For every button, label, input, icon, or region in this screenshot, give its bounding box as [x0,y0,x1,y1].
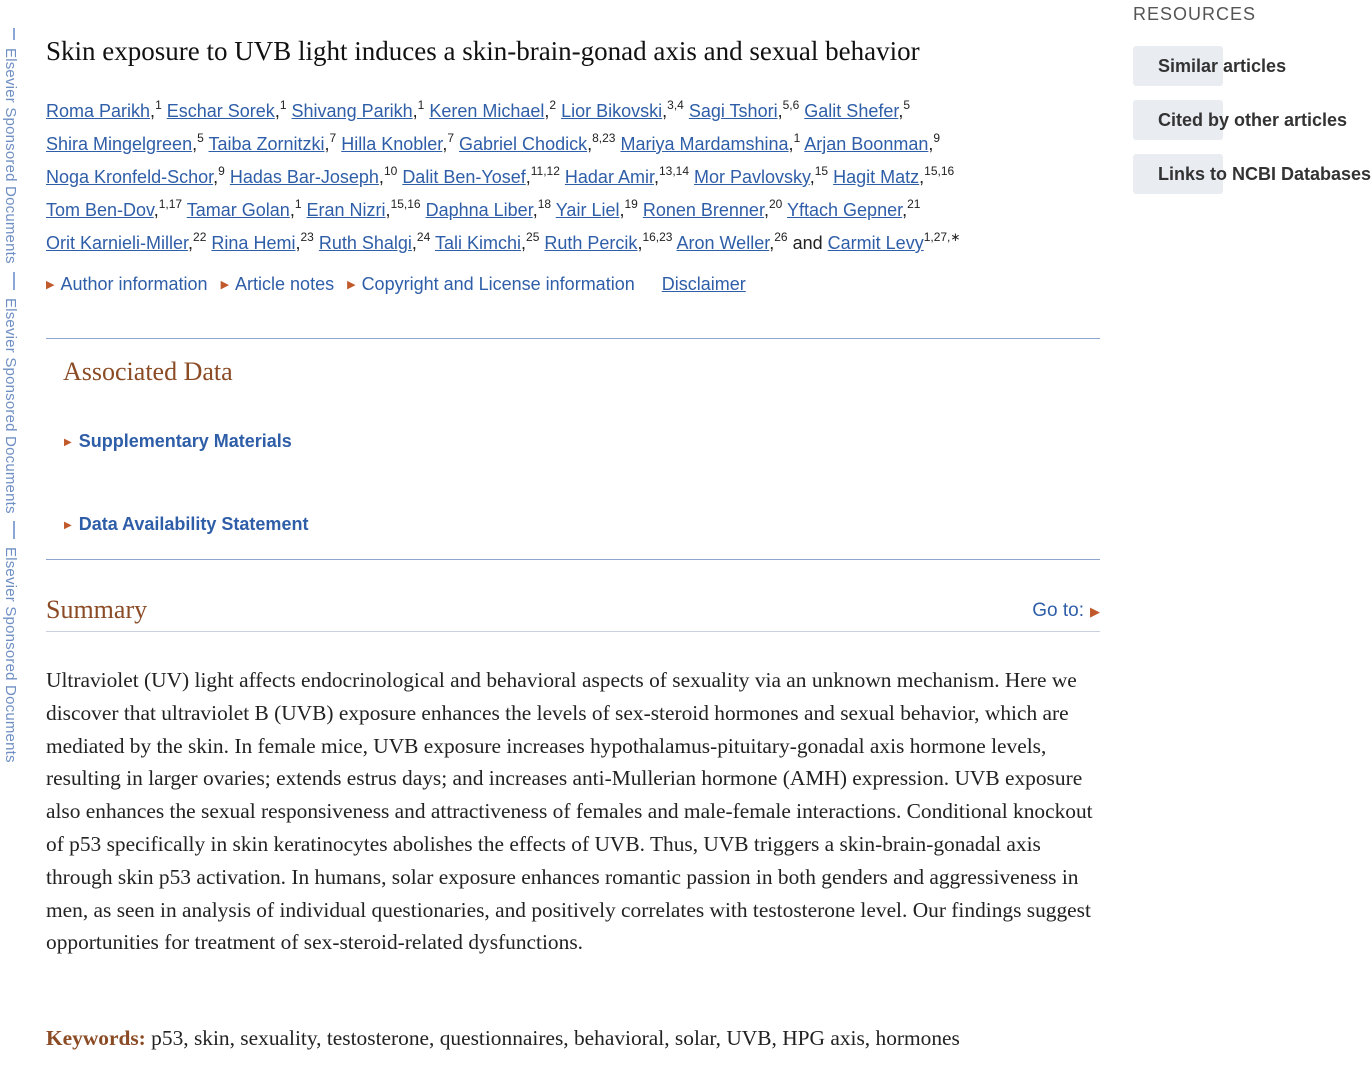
affiliation-marker: 22 [193,230,207,244]
sponsored-label-text: Elsevier Sponsored Documents [2,547,19,764]
author-list [46,90,1106,255]
author-link[interactable]: Lior Bikovski [561,101,663,121]
keywords [46,1026,1106,1051]
affiliation-marker: 13,14 [658,164,689,178]
author-link[interactable]: Ruth Shalgi [318,233,412,253]
article-notes-link[interactable]: ▶ Article notes [220,274,335,294]
author-line: Orit Karnieli-Miller,$^{22}$ Rina Hemi,$^{23}$ Ruth Shalgi,$^{24}$ Tali Kimchi,$^{25}$ Ruth Percik,$^{16,23}$ Aron Weller,$^{26}$ and Carmit Levy$^{1,27,∗}$ [46,230,961,253]
author-link[interactable]: Hilla Knobler [341,134,443,154]
resources-heading: RESOURCES [1133,4,1257,24]
keywords-text: p53, skin, sexuality, testosterone, questionnaires, behavioral, solar, UVB, HPG axis, hormones [151,1026,960,1050]
author-link[interactable]: Hadar Amir [564,167,654,187]
divider [46,631,1100,632]
author-link[interactable]: Tom Ben-Dov [46,200,154,220]
associated-data-heading: Associated Data [63,357,233,386]
affiliation-marker: 5 [903,98,911,112]
similar-articles-button[interactable]: Similar articles [1133,46,1223,86]
author-link[interactable]: Noga Kronfeld-Schor [46,167,214,187]
author-link[interactable]: Galit Shefer [804,101,899,121]
affiliation-marker: 20 [768,197,783,211]
affiliation-marker: 5,6 [782,98,800,112]
affiliation-marker: 21 [907,197,921,211]
affiliation-marker: 1,27,∗ [923,230,961,244]
affiliation-marker: 3,4 [667,98,684,112]
affiliation-marker: 15 [814,164,829,178]
affiliation-marker: 15,16 [924,164,955,178]
affiliation-marker: 18 [537,197,552,211]
strip-separator [13,272,15,290]
expand-triangle-icon: ▶ [64,520,72,531]
goto-menu-button[interactable]: Go to: ▶ [1032,600,1100,621]
author-line: Noga Kronfeld-Schor,$^9$ Hadas Bar-Joseph,$^{10}$ Dalit Ben-Yosef,$^{11,12}$ Hadar Amir,$^{13,14}$ Mor Pavlovsky,$^{15}$ Hagit Matz,$^{15,16}$ [46,164,955,187]
author-line: Roma Parikh,$^1$ Eschar Sorek,$^1$ Shivang Parikh,$^1$ Keren Michael,$^2$ Lior Bikovski,$^{3,4}$ Sagi Tshori,$^{5,6}$ Galit Shefer,$^5$ [46,98,911,121]
divider [46,559,1100,560]
author-link[interactable]: Keren Michael [429,101,545,121]
supplementary-materials-toggle[interactable]: ▶ Supplementary Materials [64,431,292,451]
sponsored-documents-label [2,20,19,763]
article-info-row [46,274,746,295]
strip-separator [13,521,15,539]
author-link[interactable]: Rina Hemi [211,233,296,253]
sponsored-label-text: Elsevier Sponsored Documents [2,297,19,514]
data-availability-toggle[interactable]: ▶ Data Availability Statement [64,514,309,534]
affiliation-marker: 26 [774,230,788,244]
affiliation-marker: 2 [549,98,557,112]
expand-triangle-icon: ▶ [220,279,230,291]
expand-triangle-icon: ▶ [64,437,72,448]
cited-by-button[interactable]: Cited by other articles [1133,100,1223,140]
author-link[interactable]: Hadas Bar-Joseph [229,167,379,187]
keywords-label: Keywords: [46,1026,146,1050]
expand-triangle-icon: ▶ [46,279,55,291]
author-line: Tom Ben-Dov,$^{1,17}$ Tamar Golan,$^1$ Eran Nizri,$^{15,16}$ Daphna Liber,$^{18}$ Yair Liel,$^{19}$ Ronen Brenner,$^{20}$ Yftach Gepner,$^{21}$ [46,197,921,220]
affiliation-marker: 1 [793,131,801,145]
author-conjunction: and [792,233,823,253]
author-link[interactable]: Sagi Tshori [688,101,778,121]
divider [46,338,1100,339]
author-link[interactable]: Daphna Liber [425,200,533,220]
affiliation-marker: 5 [197,131,204,145]
author-link[interactable]: Arjan Boonman [804,134,929,154]
author-link[interactable]: Hagit Matz [833,167,920,187]
affiliation-marker: 16,23 [642,230,673,244]
links-to-ncbi-button[interactable]: Links to NCBI Databases [1133,154,1223,194]
sponsored-label-text: Elsevier Sponsored Documents [2,48,19,264]
article-title: Skin exposure to UVB light induces a skin-brain-gonad axis and sexual behavior [46,36,920,66]
author-information-link[interactable]: ▶ Author information [46,274,208,294]
author-link[interactable]: Tamar Golan [186,200,290,220]
goto-triangle-icon: ▶ [1090,604,1100,619]
affiliation-marker: 7 [329,131,337,145]
summary-heading: Summary [46,595,148,624]
author-link[interactable]: Tali Kimchi [434,233,521,253]
affiliation-marker: 15,16 [390,197,421,211]
author-link[interactable]: Taiba Zornitzki [208,134,325,154]
author-link[interactable]: Shira Mingelgreen [46,134,193,154]
summary-text: Ultraviolet (UV) light affects endocrinological and behavioral aspects of sexuality via an unknown mechanism. Here we discover that ultraviolet B (UVB) exposure enhances the levels of sex-steroid hormones and sexual behavior, which are mediated by the skin. In female mice, UVB exposure increases hypothalamus-pituitary-gonadal axis hormone levels, resulting in larger ovaries; extends estrus days; and increases anti-Mullerian hormone (AMH) expression. UVB exposure also enhances the sexual responsiveness and attractiveness of females and male-female interactions. Conditional knockout of p53 specifically in skin keratinocytes abolishes the effects of UVB. Thus, UVB triggers a skin-brain-gonadal axis through skin p53 activation. In humans, solar exposure enhances romantic passion in both genders and aggressiveness in men, as seen in analysis of individual questionaries, and positively correlates with testosterone level. Our findings suggest opportunities for treatment of sex-steroid-related dysfunctions. [46,668,1093,955]
affiliation-marker: 23 [300,230,314,244]
affiliation-marker: 11,12 [530,164,560,178]
author-link[interactable]: Ruth Percik [544,233,638,253]
affiliation-marker: 19 [624,197,638,211]
author-link[interactable]: Eran Nizri [306,200,386,220]
author-link[interactable]: Gabriel Chodick [459,134,588,154]
author-link[interactable]: Yair Liel [555,200,620,220]
affiliation-marker: 1 [279,98,287,112]
author-link[interactable]: Dalit Ben-Yosef [402,167,526,187]
author-link[interactable]: Carmit Levy [827,233,924,253]
author-link[interactable]: Orit Karnieli-Miller [46,233,189,253]
copyright-license-link[interactable]: ▶ Copyright and License information [347,274,635,294]
author-link[interactable]: Aron Weller [676,233,770,253]
affiliation-marker: 1 [155,98,162,112]
affiliation-marker: 10 [383,164,398,178]
affiliation-marker: 8,23 [592,131,616,145]
author-link[interactable]: Shivang Parikh [291,101,413,121]
author-link[interactable]: Roma Parikh [46,101,151,121]
author-link[interactable]: Mariya Mardamshina [620,134,789,154]
author-link[interactable]: Eschar Sorek [166,101,275,121]
disclaimer-link[interactable]: Disclaimer [661,274,746,294]
expand-triangle-icon: ▶ [347,279,356,291]
affiliation-marker: 24 [416,230,431,244]
affiliation-marker: 1,17 [158,197,183,211]
affiliation-marker: 7 [447,131,455,145]
author-link[interactable]: Mor Pavlovsky [694,167,810,187]
author-line: Shira Mingelgreen,$^5$ Taiba Zornitzki,$^7$ Hilla Knobler,$^7$ Gabriel Chodick,$^{8,23}$ Mariya Mardamshina,$^1$ Arjan Boonman,$^9$ [46,131,941,154]
affiliation-marker: 25 [526,230,540,244]
affiliation-marker: 9 [218,164,225,178]
affiliation-marker: 1 [417,98,425,112]
affiliation-marker: 9 [933,131,941,145]
sponsored-documents-strip [0,0,22,1081]
author-link[interactable]: Yftach Gepner [787,200,903,220]
author-link[interactable]: Ronen Brenner [642,200,764,220]
strip-separator [13,28,15,40]
affiliation-marker: 1 [294,197,302,211]
